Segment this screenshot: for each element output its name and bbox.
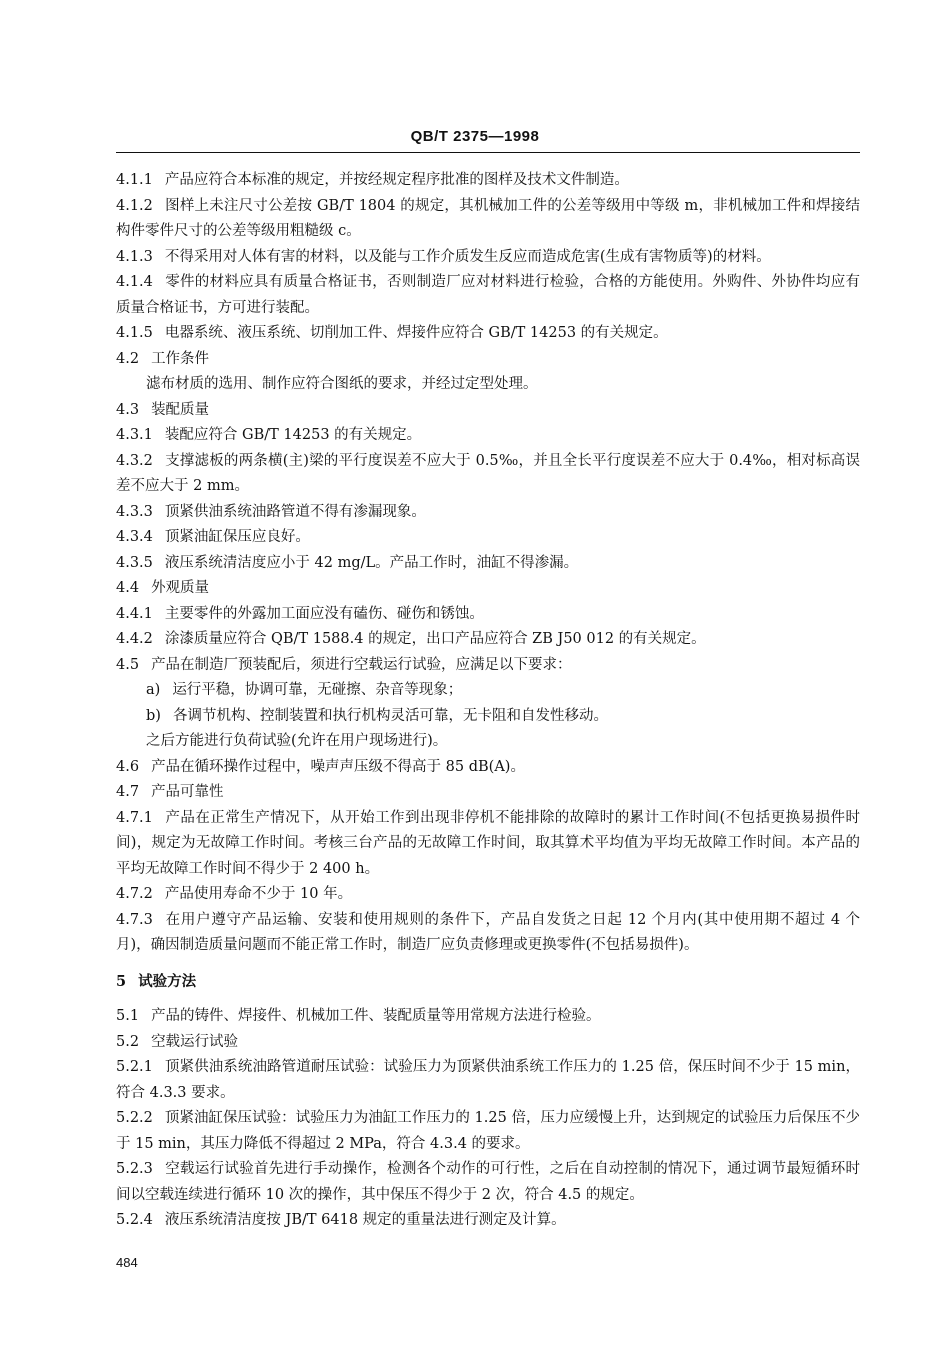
section-5-heading	[116, 969, 860, 995]
clause-number: 4.3	[116, 401, 140, 418]
clause-4-7-2	[116, 882, 860, 908]
clause-4-6	[116, 755, 860, 781]
clause-text: 主要零件的外露加工面应没有磕伤、碰伤和锈蚀。	[164, 605, 484, 622]
page-number: 484	[116, 1255, 138, 1270]
clause-heading: 产品可靠性	[151, 784, 224, 800]
clause-5-1	[116, 1004, 860, 1030]
clause-text: 产品使用寿命不少于 10 年。	[164, 886, 353, 902]
clause-4-1-1	[116, 168, 860, 194]
clause-4-1-4	[116, 270, 860, 321]
clause-number: 4.1.2	[116, 197, 153, 214]
clause-4-2-body	[116, 372, 860, 398]
clause-text: 在用户遵守产品运输、安装和使用规则的条件下，产品自发货之日起 12 个月内(其中使用期不超过 4 个月)，确因制造质量问题而不能正常工作时，制造厂应负责修理或更换零件(不包括易损件)。	[116, 911, 860, 953]
clause-4-4	[116, 576, 860, 602]
clause-4-2	[116, 347, 860, 373]
clause-4-5	[116, 653, 860, 679]
clause-5-2-4	[116, 1208, 860, 1234]
clause-number: 4.3.5	[116, 554, 153, 571]
clause-number: 4.6	[116, 758, 140, 775]
clause-5-2	[116, 1030, 860, 1056]
clause-text: 装配应符合 GB/T 14253 的有关规定。	[164, 427, 422, 443]
clause-number: 4.3.3	[116, 503, 153, 520]
clause-number: 4.4.1	[116, 605, 153, 622]
clause-text: 滤布材质的选用、制作应符合图纸的要求，并经过定型处理。	[146, 376, 538, 392]
clause-text: 顶紧油缸保压试验：试验压力为油缸工作压力的 1.25 倍，压力应缓慢上升，达到规定的试验压力后保压不少于 15 min，其压力降低不得超过 2 MPa，符合 4.3.4 的要求。	[116, 1110, 860, 1152]
clause-heading: 空载运行试验	[151, 1033, 239, 1050]
clause-number: 5.2.1	[116, 1059, 153, 1075]
section-title: 试验方法	[138, 972, 197, 990]
clause-number: 5.2.2	[116, 1110, 153, 1126]
clause-text: 顶紧供油系统油路管道耐压试验：试验压力为顶紧供油系统工作压力的 1.25 倍，保压时间不少于 15 min，符合 4.3.3 要求。	[116, 1059, 860, 1101]
clause-text: 产品在制造厂预装配后，须进行空载运行试验，应满足以下要求：	[151, 656, 572, 673]
clause-text: 空载运行试验首先进行手动操作，检测各个动作的可行性，之后在自动控制的情况下，通过调节最短循环时间以空载连续进行循环 10 次的操作，其中保压不得少于 2 次，符合 4.5 的规定。	[116, 1161, 860, 1203]
clause-number: 4.1.4	[116, 274, 153, 290]
clause-text: 涂漆质量应符合 QB/T 1588.4 的规定，出口产品应符合 ZB J50 012 的有关规定。	[164, 631, 706, 647]
clause-5-2-2	[116, 1106, 860, 1157]
list-text: 运行平稳，协调可靠，无碰擦、杂音等现象；	[172, 682, 463, 698]
list-text: 各调节机构、控制装置和执行机构灵活可靠，无卡阻和自发性移动。	[172, 707, 608, 724]
clause-number: 5.2	[116, 1033, 140, 1050]
clause-5-2-3	[116, 1157, 860, 1208]
clause-4-5-note	[116, 729, 860, 755]
clause-4-3-5	[116, 551, 860, 577]
clause-number: 5.2.4	[116, 1212, 153, 1228]
clause-number: 4.2	[116, 350, 140, 367]
clause-text: 图样上未注尺寸公差按 GB/T 1804 的规定，其机械加工件的公差等级用中等级 m，非机械加工件和焊接结构件零件尺寸的公差等级用粗糙级 c。	[116, 197, 860, 239]
clause-number: 5.2.3	[116, 1161, 153, 1177]
clause-number: 5.1	[116, 1008, 140, 1024]
clause-number: 4.3.2	[116, 452, 153, 469]
clause-4-7-3	[116, 908, 860, 959]
clause-number: 4.3.1	[116, 427, 153, 443]
clause-4-1-5	[116, 321, 860, 347]
clause-text: 零件的材料应具有质量合格证书，否则制造厂应对材料进行检验，合格的方能使用。外购件、外协件均应有质量合格证书，方可进行装配。	[116, 274, 860, 316]
clause-number: 4.1.1	[116, 172, 153, 188]
list-item-b	[116, 704, 860, 730]
clause-number: 4.4.2	[116, 631, 153, 647]
clause-text: 产品的铸件、焊接件、机械加工件、装配质量等用常规方法进行检验。	[151, 1008, 601, 1024]
clause-5-2-1	[116, 1055, 860, 1106]
clause-text: 支撑滤板的两条横(主)梁的平行度误差不应大于 0.5‰，并且全长平行度误差不应大于 0.4‰，相对标高误差不应大于 2 mm。	[116, 452, 860, 494]
clause-text: 之后方能进行负荷试验(允许在用户现场进行)。	[146, 733, 448, 749]
clause-4-3	[116, 398, 860, 424]
clause-number: 4.4	[116, 580, 140, 596]
clause-4-7-1	[116, 806, 860, 883]
clause-number: 4.7	[116, 784, 140, 800]
clause-number: 4.3.4	[116, 529, 153, 545]
clause-text: 产品在正常生产情况下，从开始工作到出现非停机不能排除的故障时的累计工作时间(不包括更换易损件时间)，规定为无故障工作时间。考核三台产品的无故障工作时间，取其算术平均值为平均无故障工作时间。本产品的平均无故障工作时间不得少于 2 400 h。	[116, 809, 860, 877]
clause-heading: 外观质量	[151, 580, 210, 596]
clause-text: 液压系统清洁度应小于 42 mg/L。产品工作时，油缸不得渗漏。	[164, 554, 579, 571]
clause-4-7	[116, 780, 860, 806]
clause-4-3-1	[116, 423, 860, 449]
clause-heading: 工作条件	[151, 350, 210, 367]
clause-4-3-4	[116, 525, 860, 551]
clause-heading: 装配质量	[151, 401, 210, 418]
clause-text: 顶紧油缸保压应良好。	[164, 529, 310, 545]
clause-number: 4.1.5	[116, 325, 153, 341]
clause-number: 4.7.2	[116, 886, 153, 902]
clause-4-4-2	[116, 627, 860, 653]
clause-4-3-2	[116, 449, 860, 500]
section-number: 5	[116, 972, 127, 990]
clause-number: 4.5	[116, 656, 140, 673]
clause-number: 4.7.3	[116, 911, 153, 928]
clause-text: 顶紧供油系统油路管道不得有渗漏现象。	[164, 503, 426, 520]
clause-4-4-1	[116, 602, 860, 628]
document-body	[116, 168, 860, 1234]
clause-4-1-2	[116, 194, 860, 245]
clause-text: 产品应符合本标准的规定，并按经规定程序批准的图样及技术文件制造。	[164, 172, 629, 188]
clause-4-3-3	[116, 500, 860, 526]
header-rule	[116, 152, 860, 153]
clause-number: 4.7.1	[116, 809, 153, 826]
clause-4-1-3	[116, 245, 860, 271]
standard-code-header: QB/T 2375—1998	[410, 128, 540, 145]
clause-text: 液压系统清洁度按 JB/T 6418 规定的重量法进行测定及计算。	[164, 1212, 566, 1228]
clause-text: 电器系统、液压系统、切削加工件、焊接件应符合 GB/T 14253 的有关规定。	[164, 325, 668, 341]
clause-text: 不得采用对人体有害的材料，以及能与工作介质发生反应而造成危害(生成有害物质等)的材料。	[164, 248, 771, 265]
list-marker: b)	[146, 707, 161, 724]
list-item-a	[116, 678, 860, 704]
clause-number: 4.1.3	[116, 248, 153, 265]
clause-text: 产品在循环操作过程中，噪声声压级不得高于 85 dB(A)。	[151, 758, 525, 775]
list-marker: a)	[146, 682, 161, 698]
